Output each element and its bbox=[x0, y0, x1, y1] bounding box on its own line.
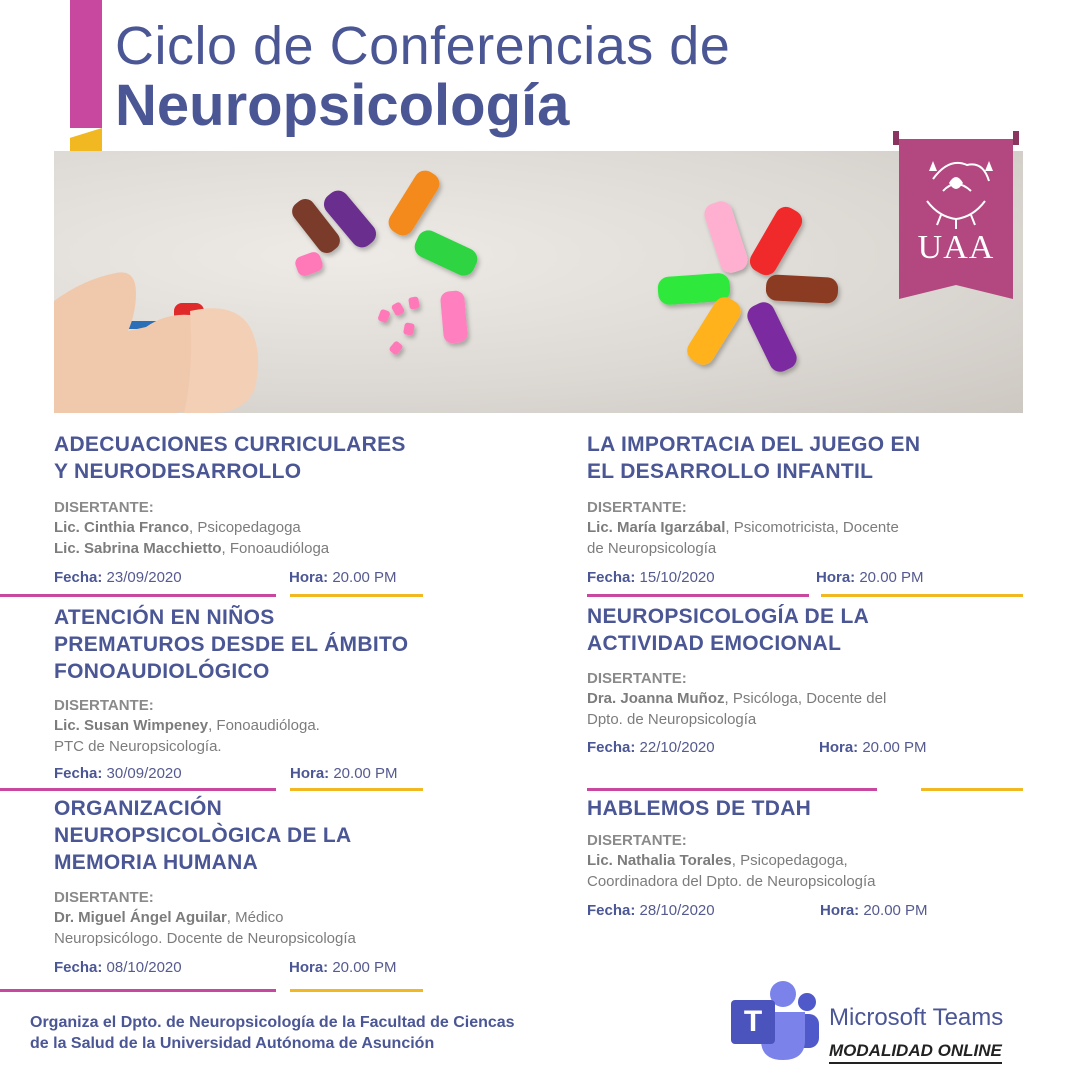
hora-value: 20.00 PM bbox=[332, 569, 397, 586]
speaker-role: , Psicopedagoga bbox=[189, 519, 301, 536]
divider-yellow bbox=[821, 594, 1023, 597]
fecha-value: 30/09/2020 bbox=[106, 765, 182, 782]
divider-pink bbox=[587, 594, 809, 597]
hora-label: Hora: bbox=[819, 739, 859, 756]
organizer-note bbox=[30, 1012, 515, 1054]
speaker-role: , Psicóloga, Docente del bbox=[724, 690, 887, 707]
uaa-logo bbox=[893, 131, 1019, 299]
hora-label: Hora: bbox=[820, 902, 860, 919]
session-card bbox=[54, 431, 406, 485]
hora-value: 20.00 PM bbox=[332, 959, 397, 976]
fecha-label: Fecha: bbox=[54, 959, 103, 976]
session-time bbox=[816, 568, 924, 588]
session-title-line: HABLEMOS DE TDAH bbox=[587, 797, 812, 820]
speaker-role: , Médico bbox=[226, 909, 284, 926]
speaker-label: DISERTANTE: bbox=[54, 697, 154, 714]
clay-sticks-illustration bbox=[54, 151, 1023, 413]
fecha-label: Fecha: bbox=[587, 902, 636, 919]
microsoft-teams-icon bbox=[727, 976, 819, 1060]
session-title-line: NEUROPSICOLÒGICA DE LA bbox=[54, 824, 352, 847]
session-date bbox=[54, 958, 182, 978]
divider-yellow bbox=[290, 989, 423, 992]
speaker-name: Lic. Susan Wimpeney bbox=[54, 717, 209, 734]
session-date bbox=[54, 568, 182, 588]
session-title-line: ACTIVIDAD EMOCIONAL bbox=[587, 632, 842, 655]
hora-value: 20.00 PM bbox=[862, 739, 927, 756]
session-date bbox=[587, 568, 715, 588]
speaker-line bbox=[587, 710, 756, 730]
speaker-role: Neuropsicólogo. Docente de Neuropsicología bbox=[54, 930, 356, 947]
banner-photo bbox=[54, 151, 1023, 413]
fecha-value: 15/10/2020 bbox=[639, 569, 715, 586]
hora-value: 20.00 PM bbox=[863, 902, 928, 919]
session-time bbox=[819, 738, 927, 758]
speaker-role: , Psicopedagoga, bbox=[731, 852, 848, 869]
modality-label: MODALIDAD ONLINE bbox=[829, 1041, 1002, 1064]
divider-yellow bbox=[290, 594, 423, 597]
speaker-name: Lic. Sabrina Macchietto bbox=[54, 540, 222, 557]
teams-name: Microsoft Teams bbox=[829, 1004, 1004, 1031]
session-date bbox=[587, 901, 715, 921]
fecha-value: 28/10/2020 bbox=[639, 902, 715, 919]
speaker-name: Lic. Cinthia Franco bbox=[54, 519, 190, 536]
teams-logo-letter: T bbox=[743, 1005, 763, 1038]
speaker-label: DISERTANTE: bbox=[587, 832, 687, 849]
accent-bar-pink bbox=[70, 0, 102, 128]
speaker-role: , Psicomotricista, Docente bbox=[725, 519, 899, 536]
fecha-value: 23/09/2020 bbox=[106, 569, 182, 586]
session-card bbox=[54, 604, 408, 685]
speaker-role: , Fonoaudióloga bbox=[221, 540, 330, 557]
session-date bbox=[54, 764, 182, 784]
session-title-line: Y NEURODESARROLLO bbox=[54, 460, 302, 483]
speaker-name: Lic. María Igarzábal bbox=[587, 519, 726, 536]
session-card bbox=[587, 431, 920, 485]
session-time bbox=[289, 568, 397, 588]
speaker-role: , Fonoaudióloga. bbox=[208, 717, 320, 734]
speaker-line bbox=[54, 908, 284, 928]
page-title-line1: Ciclo de Conferencias de bbox=[115, 16, 731, 76]
speaker-label: DISERTANTE: bbox=[587, 670, 687, 687]
speaker-label: DISERTANTE: bbox=[54, 889, 154, 906]
session-title-line: PREMATUROS DESDE EL ÁMBITO bbox=[54, 633, 409, 656]
speaker-line bbox=[587, 689, 886, 709]
divider-pink bbox=[0, 594, 276, 597]
hora-value: 20.00 PM bbox=[859, 569, 924, 586]
speaker-line bbox=[54, 518, 301, 538]
speaker-role: Dpto. de Neuropsicología bbox=[587, 711, 757, 728]
hora-label: Hora: bbox=[290, 765, 330, 782]
session-title-line: MEMORIA HUMANA bbox=[54, 851, 259, 874]
fecha-label: Fecha: bbox=[54, 765, 103, 782]
session-title-line: ORGANIZACIÓN bbox=[54, 797, 223, 820]
speaker-line bbox=[587, 518, 899, 538]
session-time bbox=[289, 958, 397, 978]
fecha-value: 22/10/2020 bbox=[639, 739, 715, 756]
hora-label: Hora: bbox=[289, 959, 329, 976]
session-card bbox=[587, 795, 811, 822]
divider-pink bbox=[587, 788, 877, 791]
hora-label: Hora: bbox=[816, 569, 856, 586]
organizer-line: Organiza el Dpto. de Neuropsicología de la Facultad de Ciencas bbox=[30, 1014, 515, 1031]
speaker-line bbox=[54, 929, 356, 949]
speaker-label: DISERTANTE: bbox=[54, 499, 154, 516]
session-date bbox=[587, 738, 715, 758]
divider-yellow bbox=[921, 788, 1023, 791]
divider-pink bbox=[0, 788, 276, 791]
speaker-role: PTC de Neuropsicología. bbox=[54, 738, 222, 755]
speaker-role: de Neuropsicología bbox=[587, 540, 717, 557]
session-card bbox=[587, 603, 869, 657]
speaker-line bbox=[587, 851, 848, 871]
organizer-line: de la Salud de la Universidad Autónoma de Asunción bbox=[30, 1035, 435, 1052]
divider-yellow bbox=[290, 788, 423, 791]
session-time bbox=[820, 901, 928, 921]
speaker-role: Coordinadora del Dpto. de Neuropsicología bbox=[587, 873, 876, 890]
session-title-line: NEUROPSICOLOGÍA DE LA bbox=[587, 605, 870, 628]
speaker-line bbox=[587, 539, 716, 559]
fecha-label: Fecha: bbox=[587, 569, 636, 586]
hora-value: 20.00 PM bbox=[333, 765, 398, 782]
university-seal-icon bbox=[893, 131, 1019, 299]
page-title-line2: Neuropsicología bbox=[115, 73, 570, 138]
session-card bbox=[54, 795, 352, 876]
divider-pink bbox=[0, 989, 276, 992]
speaker-line bbox=[54, 716, 320, 736]
session-title-line: ADECUACIONES CURRICULARES bbox=[54, 433, 406, 456]
session-title-line: FONOAUDIOLÓGICO bbox=[54, 660, 270, 683]
speaker-name: Dra. Joanna Muñoz bbox=[587, 690, 725, 707]
fecha-label: Fecha: bbox=[587, 739, 636, 756]
session-title-line: LA IMPORTACIA DEL JUEGO EN bbox=[587, 433, 921, 456]
speaker-line bbox=[54, 539, 329, 559]
uaa-logo-text: UAA bbox=[917, 229, 995, 266]
fecha-value: 08/10/2020 bbox=[106, 959, 182, 976]
speaker-name: Dr. Miguel Ángel Aguilar bbox=[54, 909, 227, 926]
speaker-label: DISERTANTE: bbox=[587, 499, 687, 516]
fecha-label: Fecha: bbox=[54, 569, 103, 586]
session-time bbox=[290, 764, 398, 784]
session-title-line: EL DESARROLLO INFANTIL bbox=[587, 460, 874, 483]
session-title-line: ATENCIÓN EN NIÑOS bbox=[54, 606, 275, 629]
speaker-line bbox=[54, 737, 222, 757]
speaker-name: Lic. Nathalia Torales bbox=[587, 852, 732, 869]
hora-label: Hora: bbox=[289, 569, 329, 586]
speaker-line bbox=[587, 872, 876, 892]
